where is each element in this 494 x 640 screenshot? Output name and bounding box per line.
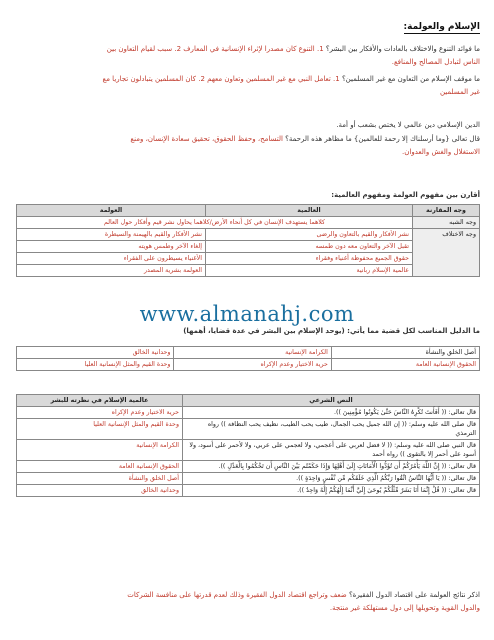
- table-row: [17, 461, 480, 473]
- answer-continuation: والدول القوية وتحويلها إلى دول مستهلكة غير منتجة.: [329, 604, 480, 612]
- table-cell: عالمية الإسلام ربانية: [206, 265, 413, 277]
- texts-table: [16, 394, 480, 497]
- table-cell: نشر الأفكار والقيم بالتعاون والرضى: [206, 229, 413, 241]
- header-cell: عالمية الإسلام في نظرته للبشر: [17, 395, 183, 407]
- table2-caption: ما الدليل المناسب لكل قضية مما يأتي: (يوحد الإسلام بين البشر في عدة قضايا، أهمها): [183, 327, 480, 335]
- answer-text: ضعف وتراجع اقتصاد الدول الفقيرة وذلك لعدم قدرتها على منافسة الشركات: [127, 591, 347, 599]
- watermark: www.almanahj.com: [139, 302, 355, 326]
- answer-cell: حرية الاختيار وعدم الإكراه: [17, 407, 183, 419]
- table-cell: حرية الاختيار وعدم الإكراه: [174, 359, 331, 371]
- table-cell: العولمة بشرية المصدر: [17, 265, 206, 277]
- statement-universal: الدين الإسلامي دين عالمي لا يختص بشعب أو أمة.: [336, 121, 480, 129]
- answer-continuation: الاستغلال والغش والعدوان.: [402, 148, 480, 156]
- question-diversity: [18, 44, 480, 55]
- table-row: [17, 407, 480, 419]
- row-label: وجه الشبه: [413, 217, 480, 229]
- question-cooperation: [18, 74, 480, 85]
- row-label: وجه الاختلاف: [413, 229, 480, 277]
- header-cell: وجه المقارنة: [413, 205, 480, 217]
- table-row: [17, 473, 480, 485]
- answer-continuation: الناس لتبادل المصالح والمنافع.: [391, 58, 480, 66]
- table-row: [17, 440, 480, 461]
- answer-text: التسامح، وحفظ الحقوق، تحقيق سعادة الإنسان، ومنع: [130, 135, 283, 143]
- question-text: قال تعالى {وما أرسلناك إلا رحمة للعالمين} ما مظاهر هذه الرحمة؟: [285, 135, 480, 143]
- table1-caption: أقارن بين مفهوم العولمة ومفهوم العالمية:: [331, 191, 480, 199]
- table-cell: الكرامة الإنسانية: [174, 347, 331, 359]
- table-row: [17, 485, 480, 497]
- similarity-cell: كلاهما يستهدف الإنسان في كل أنحاء الأرض/كلاهما يحاول نشر قيم وأفكار حول العالم: [17, 217, 413, 229]
- question-text: ما موقف الإسلام من التعاون مع غير المسلمين؟: [341, 75, 480, 83]
- header-cell: العولمة: [17, 205, 206, 217]
- table-cell: وحدانية الخالق: [17, 347, 174, 359]
- header-cell: العالمية: [206, 205, 413, 217]
- text-cell: قال تعالى: (( إِنَّ اللَّهَ يَأْمُرُكُمْ أَن تُؤَدُّوا الْأَمَانَاتِ إِلَىٰ أَهْلِهَا وَإِذَا حَكَمْتُم بَيْنَ النَّاسِ أَن تَحْكُمُوا بِالْعَدْلِ )).: [183, 461, 480, 473]
- text-cell: قال تعالى: (( يَا أَيُّهَا النَّاسُ اتَّقُوا رَبَّكُمُ الَّذِي خَلَقَكُم مِّن نَّفْسٍ وَاحِدَةٍ )).: [183, 473, 480, 485]
- answer-cell: وحدة القيم والمثل الإنسانية العليا: [17, 419, 183, 440]
- text-cell: قال تعالى: (( أَفَأَنتَ تُكْرِهُ النَّاسَ حَتَّىٰ يَكُونُوا مُؤْمِنِينَ )).: [183, 407, 480, 419]
- comparison-table: [16, 204, 480, 277]
- table-row: [17, 419, 480, 440]
- answer-continuation: غير المسلمين: [439, 88, 480, 96]
- answer-cell: الكرامة الإنسانية: [17, 440, 183, 461]
- question-text: ما فوائد التنوع والاختلاف بالعادات والأفكار بين البشر؟: [325, 45, 480, 53]
- text-cell: قال صلى الله عليه وسلم: (( إن الله جميل يحب الجمال، طيب يحب الطيب، نظيف يحب النظافة )) رواه الترمذي: [183, 419, 480, 440]
- question-mercy: [18, 134, 480, 145]
- table-cell: حقوق الجميع محفوظة أغنياء وفقراء: [206, 253, 413, 265]
- answer-text: 1. التنوع كان مصدرا لإثراء الإنسانية في المعارف 2. سبب لقيام التعاون بين: [106, 45, 324, 53]
- question-globalization: [18, 590, 480, 601]
- question-text: اذكر نتائج العولمة على اقتصاد الدول الفقيرة؟: [348, 591, 480, 599]
- table-cell: وحدة القيم والمثل الإنسانية العليا: [17, 359, 174, 371]
- page-title: الإسلام والعولمة:: [403, 22, 480, 32]
- answer-cell: أصل الخلق والنشأة: [17, 473, 183, 485]
- text-cell: قال النبي صلى الله عليه وسلم: (( لا فضل لعربي على أعجمي، ولا لعجمي على عربي، ولا لأحمر على أسود، ولا أسود على أحمر إلا بالتقوى )) رواه أحمد: [183, 440, 480, 461]
- table-cell: إلغاء الآخر وطمس هويته: [17, 241, 206, 253]
- table-cell: الأغنياء يسيطرون على الفقراء: [17, 253, 206, 265]
- table-cell: نشر الأفكار والقيم بالهيمنة والسيطرة: [17, 229, 206, 241]
- table-cell: الحقوق الإنسانية العامة: [331, 359, 479, 371]
- answer-cell: وحدانية الخالق: [17, 485, 183, 497]
- text-cell: قال تعالى: (( قُلْ إِنَّمَا أَنَا بَشَرٌ مِّثْلُكُمْ يُوحَىٰ إِلَيَّ أَنَّمَا إِلَٰهُكُمْ إِلَٰهٌ وَاحِدٌ )).: [183, 485, 480, 497]
- issues-table: [16, 346, 480, 371]
- table-cell: تقبل الآخر والتعاون معه دون طمسه: [206, 241, 413, 253]
- answer-cell: الحقوق الإنسانية العامة: [17, 461, 183, 473]
- header-cell: النص الشرعي: [183, 395, 480, 407]
- table-cell: أصل الخلق والنشأة: [331, 347, 479, 359]
- answer-text: 1. تعامل النبي مع غير المسلمين وتعاون معهم 2. كان المسلمين يتبادلون تجاريا مع: [102, 75, 340, 83]
